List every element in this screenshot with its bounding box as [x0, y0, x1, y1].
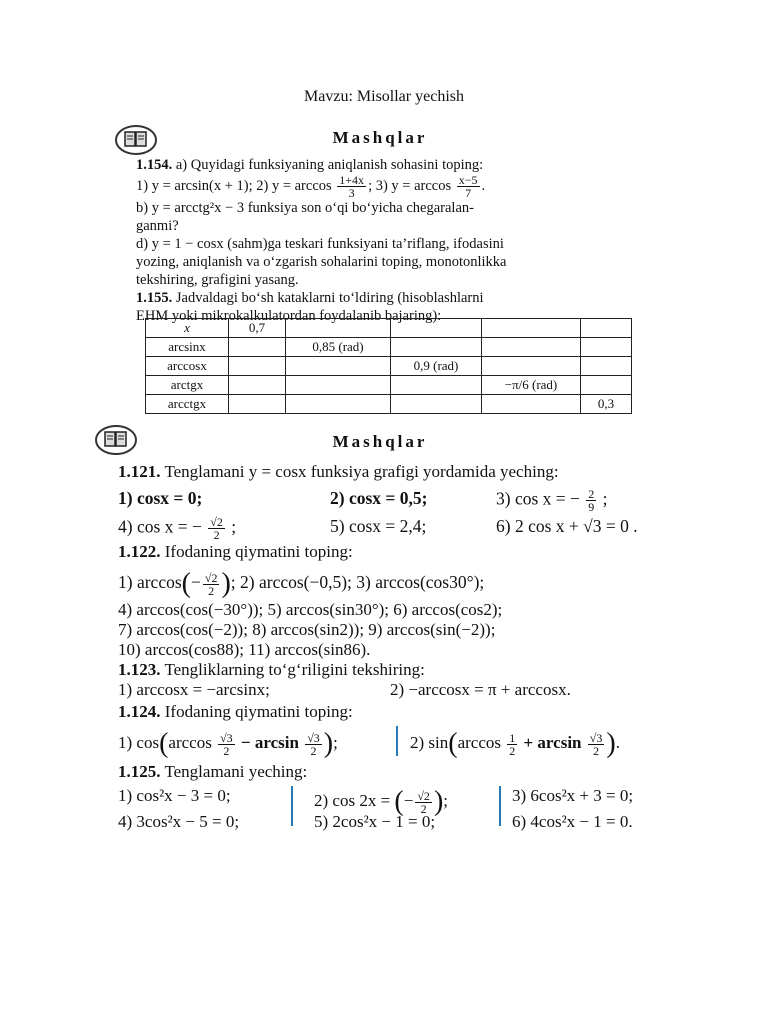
- divider-bar: [291, 786, 293, 826]
- formula-row: 4) cos x = − $\frac{√2}{2}$ ; 5) cosx = 2,4; 6) 2 cos x + √3 = 0 .: [118, 515, 638, 542]
- table-cell: [581, 338, 632, 357]
- table-cell: 0,9 (rad): [391, 357, 482, 376]
- exercise-number: 1.155.: [136, 290, 173, 306]
- exercise-1-154: 1.154. a) Quyidagi funksiyaning aniqlanish sohasini toping: 1) y = arcsin(x + 1); 2) y = arccos $\frac{1+4x}{3}$ ; 3) y = arccos $\frac{x-5}{7}$ . b) y = arcctg²x − 3 funksiya son o‘qi bo‘yicha chegaralan- ganmi? d) y = 1 − cosx (sahm)ga teskari funksiyani ta’riflang, ifodasini yozing, aniqlanish va o‘zgarish sohalarini toping, monotonlikka tekshiring, grafigini yasang. 1.155. Jadvaldagi bo‘sh kataklarni to‘ldiring (hisoblashlarni EHM yoki mikrokalkulatordan foydalanib bajaring):: [136, 156, 666, 325]
- table-cell: [286, 376, 391, 395]
- table-cell: [391, 376, 482, 395]
- table-cell: [229, 357, 286, 376]
- section-heading: Mashqlar: [332, 128, 428, 147]
- exercise-text: b) y = arcctg²x − 3 funksiya son o‘qi bo‘yicha chegaralan-: [136, 200, 474, 216]
- page-title: Mavzu: Misollar yechish: [304, 88, 464, 105]
- exercise-text: yozing, aniqlanish va o‘zgarish sohalarini toping, monotonlikka: [136, 254, 507, 270]
- table-cell: [581, 319, 632, 338]
- fraction: $\frac{1+4x}{3}$: [339, 173, 365, 200]
- divider-bar: [499, 786, 501, 826]
- table-cell: x: [146, 319, 229, 338]
- formula-row: 1) cosx = 0; 2) cosx = 0,5; 3) cos x = − $\frac{2}{9}$ ;: [118, 487, 608, 514]
- formula-row: 1) cos(arccos $\frac{√3}{2}$ − arcsin $\frac{√3}{2}$ ); 2) sin(arccos $\frac{1}{2}$ + arcsin $\frac{√3}{2}$ ).: [118, 728, 620, 759]
- exercise-1-121: 1.121. Tenglamani y = cosx funksiya grafigi yordamida yeching:: [118, 462, 559, 481]
- formula-row: 4) 3cos²x − 5 = 0; 5) 2cos²x − 1 = 0; 6) 4cos²x − 1 = 0.: [118, 812, 633, 831]
- formula-row: 1) cos²x − 3 = 0; 2) cos 2x = (− $\frac{√2}{2}$ ); 3) 6cos²x + 3 = 0;: [118, 786, 634, 817]
- exercise-text: d) y = 1 − cosx (sahm)ga teskari funksiyani ta’riflang, ifodasini: [136, 236, 504, 252]
- table-cell: [391, 395, 482, 414]
- table-cell: [482, 357, 581, 376]
- formula-row: 1) arccosx = −arcsinx; 2) −arccosx = π + arccosx.: [118, 680, 571, 699]
- exercise-text: a) Quyidagi funksiyaning aniqlanish sohasini toping:: [172, 157, 484, 173]
- formula: ; 3) y = arccos: [368, 177, 455, 194]
- table-cell: arctgx: [146, 376, 229, 395]
- formula-row: 1) arccos(− $\frac{√2}{2}$ ); 2) arccos(−0,5); 3) arccos(cos30°);: [118, 568, 485, 599]
- section-heading: Mashqlar: [332, 432, 428, 451]
- table-cell: [286, 395, 391, 414]
- table-cell: −π/6 (rad): [482, 376, 581, 395]
- table-cell: [482, 319, 581, 338]
- table-cell: [229, 338, 286, 357]
- table-cell: 0,85 (rad): [286, 338, 391, 357]
- table-row: [146, 376, 632, 395]
- table-cell: 0,7: [229, 319, 286, 338]
- divider-bar: [396, 726, 398, 756]
- table-cell: [581, 357, 632, 376]
- table-cell: arcctgx: [146, 395, 229, 414]
- book-icon: [114, 124, 158, 156]
- exercise-text: tekshiring, grafigini yasang.: [136, 272, 299, 288]
- exercise-1-122: 1.122. Ifodaning qiymatini toping:: [118, 542, 353, 561]
- formula-row: 10) arccos(cos88); 11) arccos(sin86).: [118, 640, 371, 659]
- table-cell: [229, 376, 286, 395]
- table-row: [146, 338, 632, 357]
- formula-row: 7) arccos(cos(−2)); 8) arccos(sin2)); 9) arccos(sin(−2));: [118, 620, 496, 639]
- exercise-text: ganmi?: [136, 218, 179, 234]
- table-cell: [229, 395, 286, 414]
- table-row: [146, 319, 632, 338]
- book-icon: [94, 424, 138, 456]
- table-cell: [286, 319, 391, 338]
- exercise-1-123: 1.123. Tengliklarning to‘g‘riligini tekshiring:: [118, 660, 425, 679]
- table-cell: [391, 319, 482, 338]
- table-cell: arccosx: [146, 357, 229, 376]
- exercise-text: Jadvaldagi bo‘sh kataklarni to‘ldiring (hisoblashlarni: [172, 290, 484, 306]
- exercise-number: 1.154.: [136, 157, 173, 173]
- values-table: [145, 318, 632, 414]
- table-cell: [581, 376, 632, 395]
- exercise-text: EHM yoki mikrokalkulatordan foydalanib bajaring):: [136, 308, 442, 324]
- table-cell: [482, 338, 581, 357]
- table-row: [146, 357, 632, 376]
- table-cell: arcsinx: [146, 338, 229, 357]
- exercise-1-125: 1.125. Tenglamani yeching:: [118, 762, 308, 781]
- table-cell: 0,3: [581, 395, 632, 414]
- fraction: $\frac{x-5}{7}$: [458, 173, 478, 200]
- formula-row: 4) arccos(cos(−30°)); 5) arccos(sin30°); 6) arccos(cos2);: [118, 600, 503, 619]
- table-row: [146, 395, 632, 414]
- table-cell: [391, 338, 482, 357]
- table-cell: [286, 357, 391, 376]
- exercise-1-124: 1.124. Ifodaning qiymatini toping:: [118, 702, 353, 721]
- formula: 1) y = arcsin(x + 1); 2) y = arccos: [136, 177, 336, 194]
- table-cell: [482, 395, 581, 414]
